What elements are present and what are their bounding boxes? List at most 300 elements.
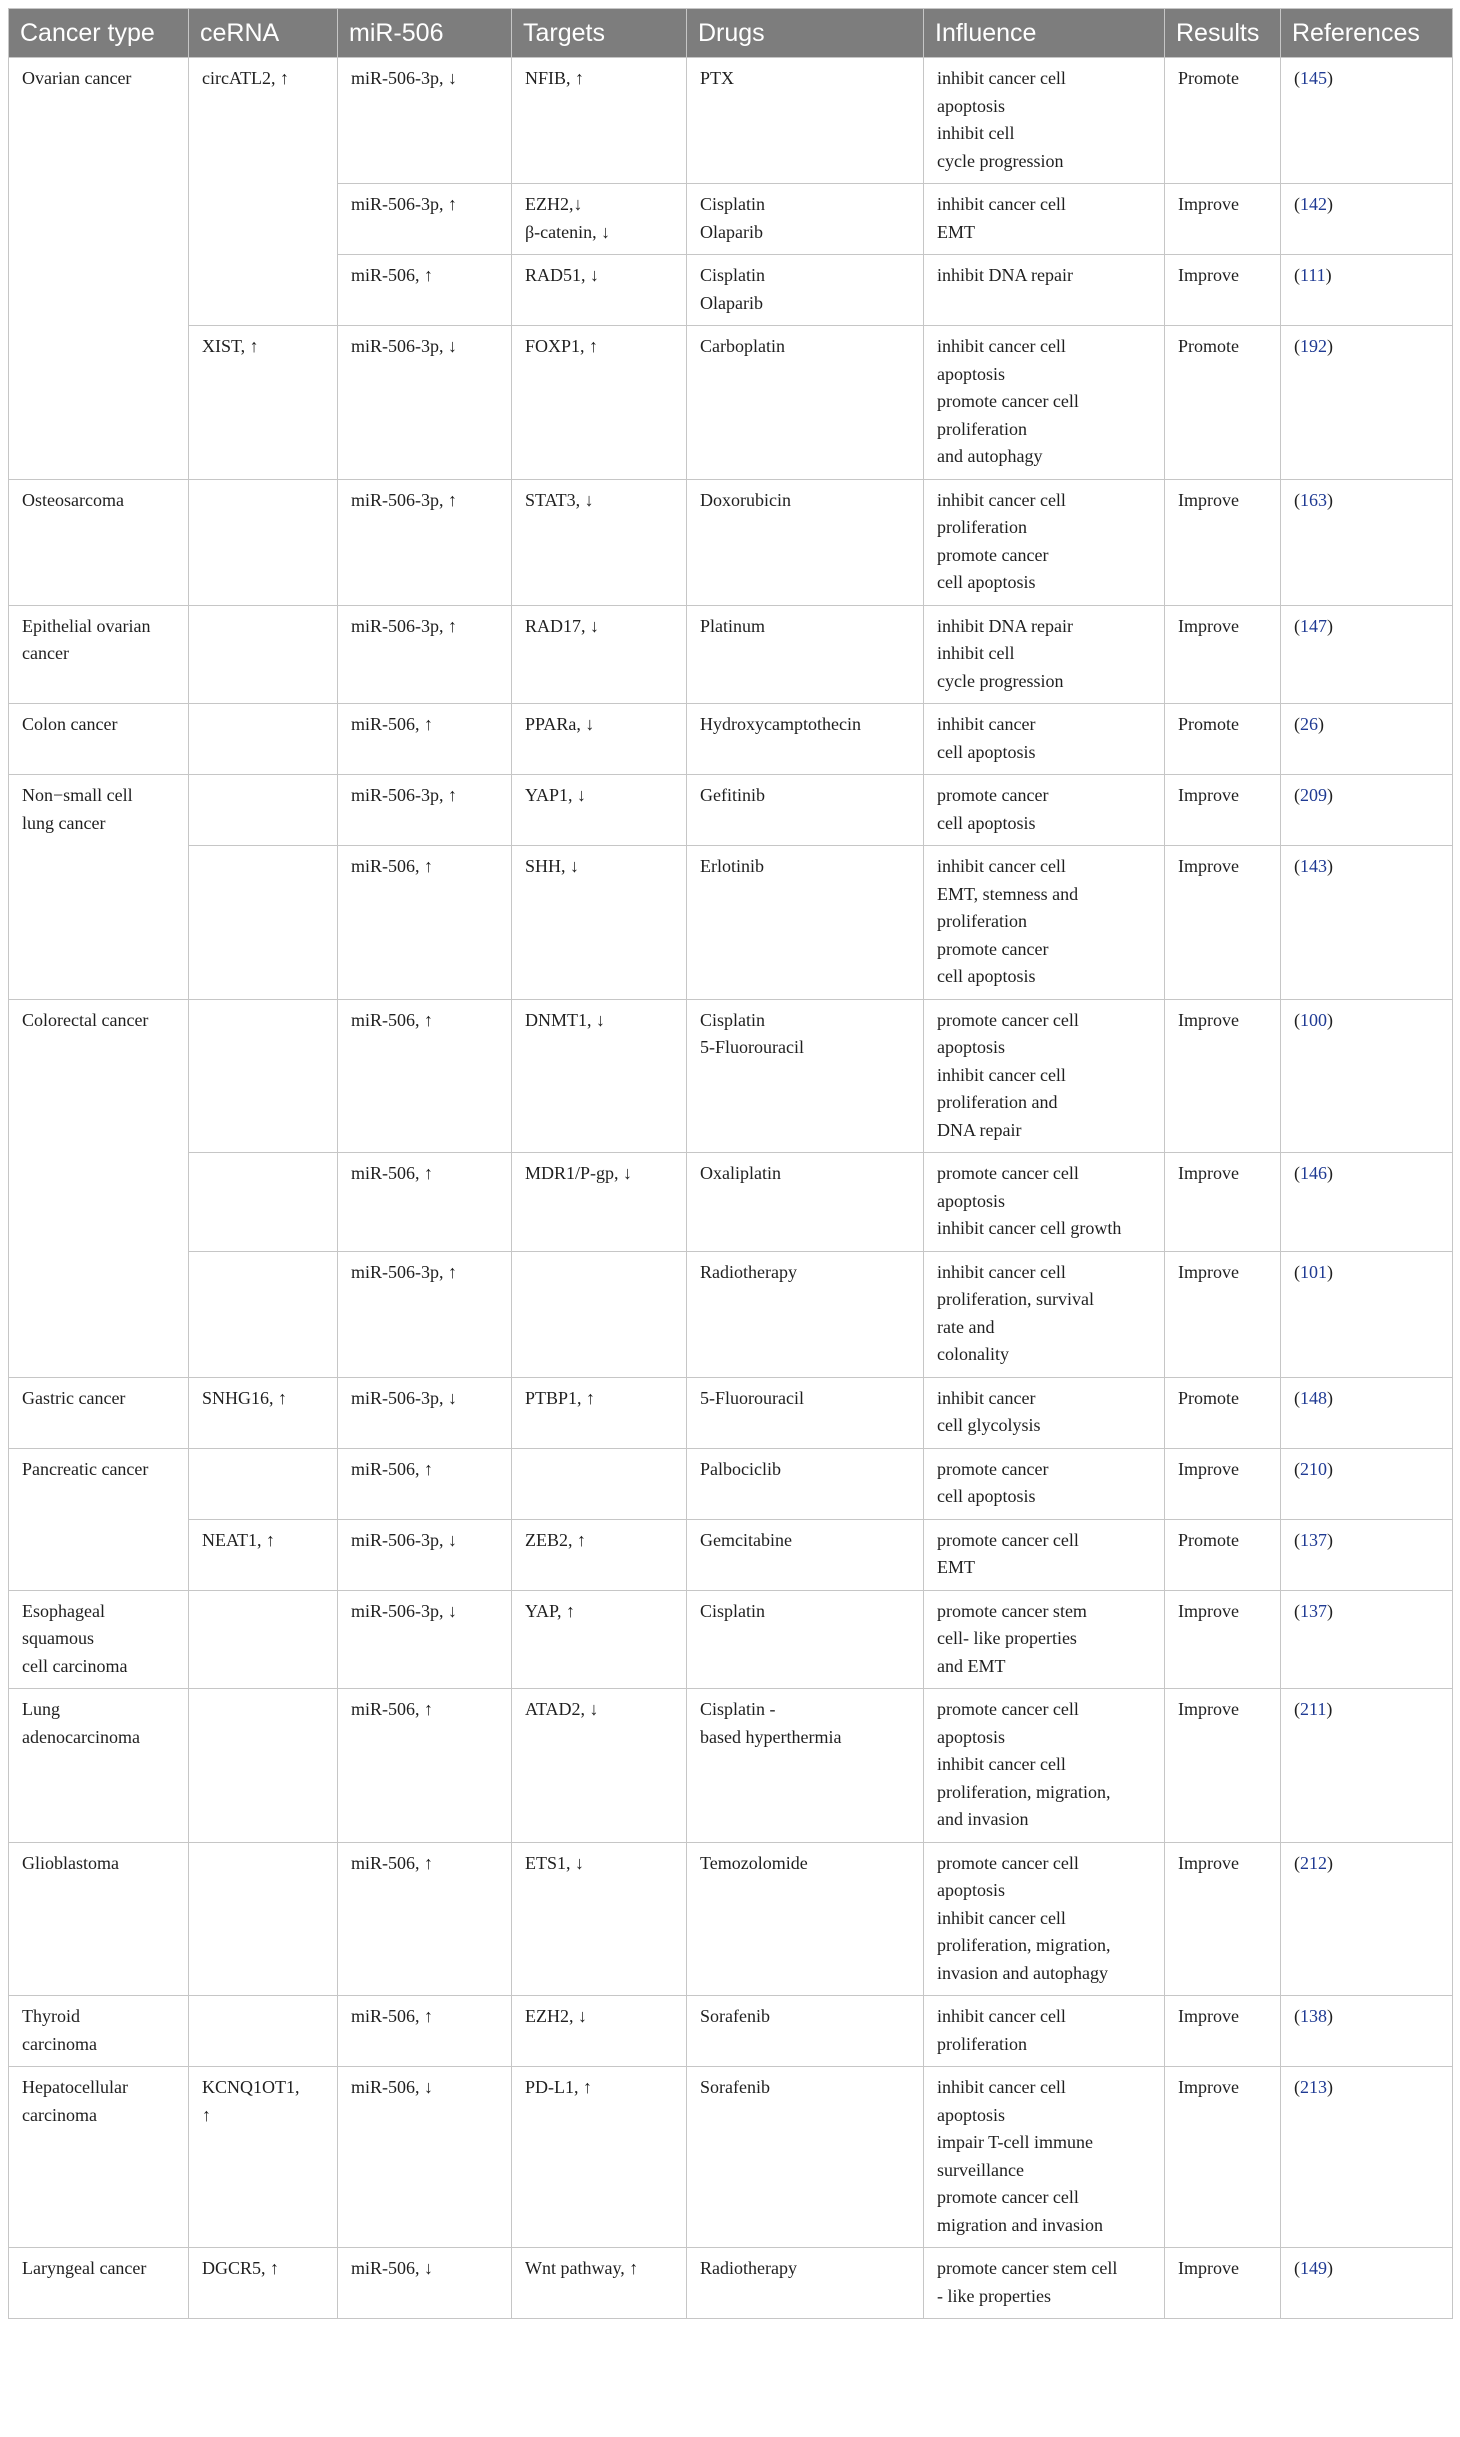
table-container	[8, 8, 1452, 2319]
drugs-cell	[687, 1590, 924, 1689]
cell-line: EMT	[937, 1557, 975, 1577]
drugs-cell	[687, 1377, 924, 1448]
influence-cell	[924, 1689, 1165, 1843]
cell-line: miR-506, ↑	[351, 2006, 434, 2026]
cerna-cell	[189, 479, 338, 605]
drugs-cell	[687, 999, 924, 1153]
cell-line: inhibit cell	[937, 643, 1015, 663]
cell-line: Colorectal cancer	[22, 1009, 149, 1030]
cerna-cell	[189, 704, 338, 775]
references-cell	[1281, 704, 1453, 775]
cell-line: Hepatocellular	[22, 2077, 128, 2097]
cell-line: XIST, ↑	[202, 336, 259, 356]
cell-line: Gemcitabine	[700, 1529, 792, 1550]
header-references: References	[1281, 9, 1453, 58]
cell-line: Carboplatin	[700, 336, 785, 356]
cell-line: lung cancer	[22, 812, 106, 833]
reference-link[interactable]: (212)	[1294, 1852, 1333, 1873]
targets-cell	[512, 2248, 687, 2319]
header-row	[9, 9, 1453, 58]
reference-link[interactable]: (146)	[1294, 1163, 1333, 1183]
cell-line: ZEB2, ↑	[525, 1529, 586, 1550]
mir506-cell	[338, 1377, 512, 1448]
cell-line: 5-Fluorouracil	[700, 1037, 804, 1057]
cancer-type-cell	[9, 999, 189, 1153]
cerna-cell	[189, 1153, 338, 1252]
reference-number[interactable]: 137	[1300, 1600, 1327, 1621]
influence-cell	[924, 2067, 1165, 2248]
cell-line: colonality	[937, 1344, 1009, 1364]
cerna-cell	[189, 1689, 338, 1843]
reference-link[interactable]: (192)	[1294, 336, 1333, 356]
cancer-type-cell	[9, 255, 189, 326]
table-row	[9, 2248, 1453, 2319]
cancer-type-cell	[9, 58, 189, 184]
cell-line: Cisplatin	[700, 1600, 766, 1621]
cell-line: ATAD2, ↓	[525, 1699, 599, 1719]
cell-line: Cisplatin	[700, 194, 766, 214]
reference-link[interactable]: (100)	[1294, 1009, 1333, 1030]
header-results: Results	[1165, 9, 1281, 58]
reference-number[interactable]: 147	[1300, 615, 1327, 636]
results-cell: Improve	[1165, 2067, 1281, 2248]
cell-line: Radiotherapy	[700, 1261, 797, 1282]
mir506-cell	[338, 2067, 512, 2248]
reference-number[interactable]: 143	[1300, 856, 1327, 876]
cell-line: inhibit cancer cell	[937, 194, 1066, 214]
table-row	[9, 605, 1453, 704]
cell-line: proliferation, survival	[937, 1289, 1094, 1309]
cell-line: apoptosis	[937, 363, 1006, 384]
reference-number[interactable]: 142	[1300, 194, 1327, 214]
reference-number[interactable]: 149	[1300, 2258, 1327, 2278]
cell-line: YAP, ↑	[525, 1600, 576, 1621]
cell-line: proliferation	[937, 418, 1027, 439]
cell-line: YAP1, ↓	[525, 785, 587, 805]
reference-link[interactable]: (26)	[1294, 714, 1324, 734]
targets-cell	[512, 326, 687, 480]
cell-line: proliferation, migration,	[937, 1935, 1111, 1955]
cell-line: miR-506, ↓	[351, 2258, 434, 2278]
cell-line: apoptosis	[937, 95, 1006, 116]
cell-line: proliferation	[937, 911, 1027, 931]
reference-link[interactable]: (101)	[1294, 1261, 1333, 1282]
cell-line: Doxorubicin	[700, 489, 791, 510]
table-row	[9, 479, 1453, 605]
reference-link[interactable]: (209)	[1294, 785, 1333, 805]
cell-line: EMT	[937, 221, 975, 242]
references-cell	[1281, 1251, 1453, 1377]
cell-line: miR-506-3p, ↓	[351, 336, 457, 356]
cell-line: promote cancer cell	[937, 1529, 1079, 1550]
reference-number[interactable]: 212	[1300, 1852, 1327, 1873]
cell-line: migration and invasion	[937, 2214, 1103, 2235]
references-cell	[1281, 1842, 1453, 1996]
cell-line: miR-506, ↑	[351, 1009, 434, 1030]
mir506-cell	[338, 605, 512, 704]
targets-cell	[512, 605, 687, 704]
table-row	[9, 1590, 1453, 1689]
targets-cell	[512, 775, 687, 846]
reference-link[interactable]: (143)	[1294, 856, 1333, 876]
cell-line: β-catenin, ↓	[525, 221, 611, 242]
influence-cell	[924, 326, 1165, 480]
references-cell	[1281, 2248, 1453, 2319]
cell-line: inhibit cancer	[937, 714, 1036, 734]
influence-cell	[924, 1996, 1165, 2067]
cell-line: promote cancer cell	[937, 1009, 1079, 1030]
cell-line: proliferation, migration,	[937, 1781, 1111, 1802]
references-cell	[1281, 1153, 1453, 1252]
reference-link[interactable]: (111)	[1294, 265, 1332, 285]
targets-cell	[512, 1842, 687, 1996]
results-cell: Improve	[1165, 1153, 1281, 1252]
reference-number[interactable]: 111	[1300, 265, 1326, 285]
drugs-cell	[687, 1689, 924, 1843]
mir506-cell	[338, 1590, 512, 1689]
reference-number[interactable]: 163	[1300, 489, 1327, 510]
cell-line: based hyperthermia	[700, 1726, 842, 1747]
cell-line: Thyroid	[22, 2006, 80, 2026]
cell-line: rate and	[937, 1316, 995, 1337]
influence-cell	[924, 846, 1165, 1000]
reference-link[interactable]: (138)	[1294, 2006, 1333, 2026]
mir506-cell	[338, 326, 512, 480]
reference-link[interactable]: (145)	[1294, 68, 1333, 88]
cell-line: apoptosis	[937, 2104, 1006, 2125]
cancer-type-cell	[9, 184, 189, 255]
cerna-cell	[189, 58, 338, 184]
cancer-type-cell	[9, 1251, 189, 1377]
cell-line: Laryngeal cancer	[22, 2258, 147, 2278]
cerna-cell	[189, 1996, 338, 2067]
cell-line: miR-506-3p, ↓	[351, 1529, 457, 1550]
drugs-cell	[687, 704, 924, 775]
cancer-type-cell	[9, 1153, 189, 1252]
reference-link[interactable]: (147)	[1294, 615, 1333, 636]
cell-line: Temozolomide	[700, 1852, 808, 1873]
table-row	[9, 1996, 1453, 2067]
references-cell	[1281, 1996, 1453, 2067]
reference-number[interactable]: 26	[1300, 714, 1318, 734]
targets-cell	[512, 1153, 687, 1252]
mir506-cell	[338, 1153, 512, 1252]
table-row	[9, 1689, 1453, 1843]
cell-line: Cisplatin -	[700, 1699, 776, 1719]
cerna-cell	[189, 1448, 338, 1519]
cell-line: cell carcinoma	[22, 1655, 128, 1676]
results-cell: Improve	[1165, 775, 1281, 846]
table-row	[9, 999, 1453, 1153]
mir506-cell	[338, 255, 512, 326]
cerna-cell	[189, 2248, 338, 2319]
reference-link[interactable]: (137)	[1294, 1529, 1333, 1550]
cell-line: cell- like properties	[937, 1628, 1077, 1648]
influence-cell	[924, 58, 1165, 184]
cancer-type-cell	[9, 1996, 189, 2067]
targets-cell	[512, 255, 687, 326]
cell-line: apoptosis	[937, 1190, 1006, 1211]
cell-line: ↑	[202, 2104, 211, 2125]
results-cell: Promote	[1165, 1519, 1281, 1590]
cell-line: apoptosis	[937, 1880, 1006, 1900]
references-cell	[1281, 479, 1453, 605]
cancer-type-cell	[9, 1590, 189, 1689]
mir506-cell	[338, 58, 512, 184]
header-mir506: miR-506	[338, 9, 512, 58]
cell-line: promote cancer cell	[937, 1852, 1079, 1873]
targets-cell	[512, 1377, 687, 1448]
cell-line: Sorafenib	[700, 2006, 770, 2026]
cancer-type-cell	[9, 1689, 189, 1843]
cell-line: NEAT1, ↑	[202, 1529, 275, 1550]
targets-cell	[512, 58, 687, 184]
influence-cell	[924, 1153, 1165, 1252]
influence-cell	[924, 1448, 1165, 1519]
cerna-cell	[189, 1519, 338, 1590]
references-cell	[1281, 255, 1453, 326]
reference-number[interactable]: 145	[1300, 68, 1327, 88]
results-cell: Improve	[1165, 999, 1281, 1153]
influence-cell	[924, 479, 1165, 605]
results-cell: Improve	[1165, 605, 1281, 704]
mir506-cell	[338, 2248, 512, 2319]
cell-line: Osteosarcoma	[22, 489, 124, 510]
cell-line: cycle progression	[937, 670, 1064, 691]
reference-number[interactable]: 146	[1300, 1163, 1327, 1183]
table-row	[9, 846, 1453, 1000]
cell-line: miR-506-3p, ↑	[351, 1261, 457, 1282]
cell-line: SHH, ↓	[525, 856, 580, 876]
table-row	[9, 2067, 1453, 2248]
results-cell: Improve	[1165, 1251, 1281, 1377]
results-cell: Improve	[1165, 1842, 1281, 1996]
cell-line: inhibit cancer cell	[937, 68, 1066, 88]
reference-link[interactable]: (148)	[1294, 1387, 1333, 1408]
results-cell: Improve	[1165, 1590, 1281, 1689]
targets-cell	[512, 1689, 687, 1843]
drugs-cell	[687, 1153, 924, 1252]
cancer-type-cell	[9, 2067, 189, 2248]
influence-cell	[924, 704, 1165, 775]
cell-line: inhibit cancer cell	[937, 2006, 1066, 2026]
drugs-cell	[687, 326, 924, 480]
reference-link[interactable]: (210)	[1294, 1458, 1333, 1479]
cell-line: miR-506, ↑	[351, 1163, 434, 1183]
results-cell: Promote	[1165, 704, 1281, 775]
table-row	[9, 1842, 1453, 1996]
cell-line: Sorafenib	[700, 2077, 770, 2097]
cancer-type-cell	[9, 1377, 189, 1448]
cell-line: miR-506-3p, ↑	[351, 615, 457, 636]
targets-cell	[512, 2067, 687, 2248]
header-targets: Targets	[512, 9, 687, 58]
cerna-cell	[189, 846, 338, 1000]
reference-number[interactable]: 148	[1300, 1387, 1327, 1408]
cell-line: inhibit cancer cell	[937, 1261, 1066, 1282]
cerna-cell	[189, 255, 338, 326]
references-cell	[1281, 326, 1453, 480]
reference-link[interactable]: (149)	[1294, 2258, 1333, 2278]
reference-number[interactable]: 100	[1300, 1009, 1327, 1030]
cancer-type-cell	[9, 605, 189, 704]
influence-cell	[924, 1842, 1165, 1996]
cell-line: Oxaliplatin	[700, 1163, 781, 1183]
cell-line: DGCR5, ↑	[202, 2258, 280, 2278]
cell-line: ETS1, ↓	[525, 1852, 585, 1873]
header-drugs: Drugs	[687, 9, 924, 58]
results-cell: Improve	[1165, 1996, 1281, 2067]
table-row	[9, 1519, 1453, 1590]
cell-line: cycle progression	[937, 150, 1064, 171]
references-cell	[1281, 1448, 1453, 1519]
cell-line: promote cancer	[937, 785, 1049, 805]
drugs-cell	[687, 605, 924, 704]
influence-cell	[924, 1377, 1165, 1448]
reference-number[interactable]: 137	[1300, 1529, 1327, 1550]
results-cell: Improve	[1165, 184, 1281, 255]
table-row	[9, 1448, 1453, 1519]
cell-line: promote cancer	[937, 1458, 1049, 1479]
cell-line: promote cancer cell	[937, 2187, 1079, 2207]
cell-line: Glioblastoma	[22, 1852, 119, 1873]
table-row	[9, 1251, 1453, 1377]
cancer-type-cell	[9, 1448, 189, 1519]
cell-line: promote cancer stem	[937, 1600, 1087, 1621]
cerna-cell	[189, 775, 338, 846]
references-cell	[1281, 1519, 1453, 1590]
cell-line: PTX	[700, 68, 735, 88]
targets-cell	[512, 1519, 687, 1590]
drugs-cell	[687, 184, 924, 255]
results-cell: Improve	[1165, 479, 1281, 605]
cell-line: miR-506-3p, ↑	[351, 785, 457, 805]
cell-line: proliferation	[937, 2033, 1027, 2054]
influence-cell	[924, 1590, 1165, 1689]
cell-line: miR-506, ↑	[351, 856, 434, 876]
reference-number[interactable]: 211	[1300, 1699, 1327, 1719]
cell-line: cell glycolysis	[937, 1415, 1041, 1435]
drugs-cell	[687, 846, 924, 1000]
targets-cell	[512, 1448, 687, 1519]
cell-line: cell apoptosis	[937, 572, 1036, 592]
cell-line: NFIB, ↑	[525, 68, 585, 88]
reference-number[interactable]: 209	[1300, 785, 1327, 805]
cell-line: DNMT1, ↓	[525, 1009, 605, 1030]
mir506-cell	[338, 1996, 512, 2067]
results-cell: Promote	[1165, 1377, 1281, 1448]
reference-link[interactable]: (163)	[1294, 489, 1333, 510]
drugs-cell	[687, 1519, 924, 1590]
table-row	[9, 704, 1453, 775]
cell-line: promote cancer cell	[937, 391, 1079, 411]
cell-line: impair T-cell immune	[937, 2132, 1093, 2152]
cell-line: proliferation	[937, 517, 1027, 537]
cell-line: EZH2,↓	[525, 194, 583, 214]
cell-line: Olaparib	[700, 292, 763, 313]
table-row	[9, 58, 1453, 184]
cell-line: miR-506, ↑	[351, 1699, 434, 1719]
mir506-drug-resistance-table	[8, 8, 1453, 2319]
cancer-type-cell	[9, 2248, 189, 2319]
cell-line: promote cancer	[937, 938, 1049, 959]
cell-line: 5-Fluorouracil	[700, 1387, 804, 1408]
cell-line: Ovarian cancer	[22, 68, 132, 88]
cell-line: miR-506, ↑	[351, 265, 434, 285]
drugs-cell	[687, 479, 924, 605]
cell-line: STAT3, ↓	[525, 489, 594, 510]
cerna-cell	[189, 326, 338, 480]
reference-link[interactable]: (142)	[1294, 194, 1333, 214]
reference-link[interactable]: (213)	[1294, 2077, 1333, 2097]
cancer-type-cell	[9, 1519, 189, 1590]
cell-line: Erlotinib	[700, 856, 764, 876]
reference-number[interactable]: 213	[1300, 2077, 1327, 2097]
mir506-cell	[338, 999, 512, 1153]
cell-line: miR-506-3p, ↑	[351, 194, 457, 214]
results-cell: Promote	[1165, 326, 1281, 480]
cell-line: promote cancer stem cell	[937, 2258, 1118, 2278]
targets-cell	[512, 704, 687, 775]
cell-line: inhibit cancer cell	[937, 489, 1066, 510]
reference-number[interactable]: 138	[1300, 2006, 1327, 2026]
table-row	[9, 255, 1453, 326]
cancer-type-cell	[9, 704, 189, 775]
reference-number[interactable]: 210	[1300, 1458, 1327, 1479]
influence-cell	[924, 999, 1165, 1153]
cell-line: RAD17, ↓	[525, 615, 600, 636]
mir506-cell	[338, 1251, 512, 1377]
reference-number[interactable]: 192	[1300, 336, 1327, 356]
cerna-cell	[189, 1590, 338, 1689]
cell-line: EMT, stemness and	[937, 883, 1079, 904]
reference-number[interactable]: 101	[1300, 1261, 1327, 1282]
references-cell	[1281, 1590, 1453, 1689]
results-cell: Improve	[1165, 846, 1281, 1000]
cell-line: circATL2, ↑	[202, 68, 289, 88]
drugs-cell	[687, 1448, 924, 1519]
cancer-type-cell	[9, 479, 189, 605]
cell-line: cancer	[22, 643, 69, 663]
influence-cell	[924, 605, 1165, 704]
references-cell	[1281, 846, 1453, 1000]
drugs-cell	[687, 775, 924, 846]
mir506-cell	[338, 1519, 512, 1590]
cell-line: and autophagy	[937, 446, 1043, 466]
reference-link[interactable]: (137)	[1294, 1600, 1333, 1621]
targets-cell	[512, 999, 687, 1153]
cell-line: miR-506, ↓	[351, 2077, 434, 2097]
references-cell	[1281, 1377, 1453, 1448]
influence-cell	[924, 2248, 1165, 2319]
mir506-cell	[338, 1842, 512, 1996]
references-cell	[1281, 775, 1453, 846]
cell-line: Esophageal	[22, 1600, 105, 1621]
targets-cell	[512, 1251, 687, 1377]
cell-line: inhibit cancer cell	[937, 1754, 1066, 1774]
cerna-cell	[189, 1251, 338, 1377]
cell-line: and EMT	[937, 1655, 1006, 1676]
cell-line: - like properties	[937, 2285, 1051, 2306]
mir506-cell	[338, 1689, 512, 1843]
cell-line: miR-506-3p, ↓	[351, 1387, 457, 1408]
drugs-cell	[687, 2248, 924, 2319]
cell-line: cell apoptosis	[937, 966, 1036, 986]
cell-line: inhibit cancer cell	[937, 1907, 1066, 1928]
reference-link[interactable]: (211)	[1294, 1699, 1333, 1719]
cell-line: inhibit cancer cell	[937, 2077, 1066, 2097]
references-cell	[1281, 58, 1453, 184]
